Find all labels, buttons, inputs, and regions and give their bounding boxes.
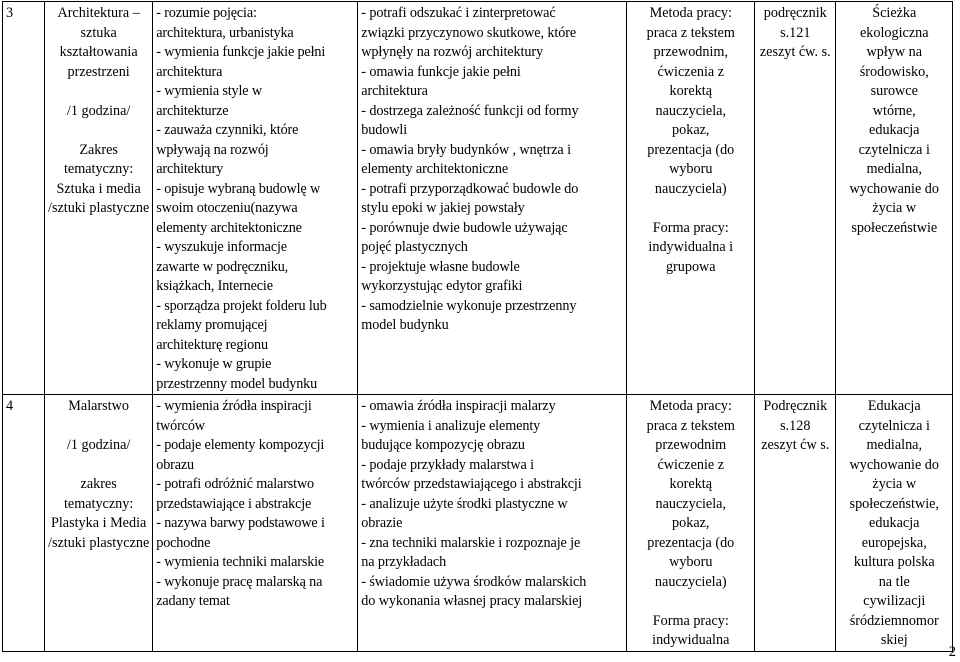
text-line: wykorzystując edytor grafiki bbox=[361, 278, 523, 294]
text-line: architektury bbox=[156, 161, 224, 177]
text-line: architektura, urbanistyka bbox=[156, 24, 294, 41]
text-line: architekturze bbox=[156, 102, 229, 119]
text-line: - świadomie używa środków malarskich bbox=[361, 573, 587, 590]
text-line: - wykonuje w grupie bbox=[156, 356, 272, 372]
text-line: zeszyt ćw s. bbox=[761, 437, 830, 453]
text-line: pokaz, bbox=[672, 515, 710, 531]
text-line: - potrafi odróżnić malarstwo bbox=[156, 476, 314, 492]
text-line: swoim otoczeniu(nazywa bbox=[156, 200, 298, 216]
text-line: społeczeństwie bbox=[851, 219, 938, 236]
text-line: nauczyciela, bbox=[655, 102, 727, 119]
text-line: twórców bbox=[156, 417, 205, 434]
educational-path-cell bbox=[836, 2, 953, 395]
text-line: kultura polska bbox=[853, 554, 935, 570]
text-line: budowli bbox=[361, 122, 408, 138]
text-line: korektą bbox=[669, 83, 713, 99]
text-line: kształtowania bbox=[59, 44, 138, 60]
text-line: architekturę regionu bbox=[156, 336, 268, 353]
educational-path-cell bbox=[836, 395, 953, 652]
text-line: wpłynęły na rozwój architektury bbox=[361, 44, 543, 60]
text-line: czytelnicza i bbox=[858, 417, 930, 434]
text-line: pojęć plastycznych bbox=[361, 239, 468, 255]
text-line bbox=[630, 592, 751, 612]
text-line: zeszyt ćw. s. bbox=[759, 44, 831, 60]
text-line bbox=[48, 121, 149, 141]
text-line: Forma pracy: bbox=[652, 219, 729, 236]
text-line: wychowanie do bbox=[849, 456, 939, 473]
text-line: Architektura – bbox=[57, 5, 140, 21]
text-line: - porównuje dwie budowle używając bbox=[361, 219, 568, 236]
text-line: medialna, bbox=[866, 161, 923, 177]
text-line: - sporządza projekt folderu lub bbox=[156, 297, 327, 314]
text-line: - wymienia i analizuje elementy bbox=[361, 417, 541, 434]
text-line: stylu epoki w jakiej powstały bbox=[361, 200, 525, 216]
text-line: wychowanie do bbox=[849, 180, 939, 197]
text-line: zawarte w podręczniku, bbox=[156, 258, 289, 275]
text-line: Zakres bbox=[79, 141, 118, 158]
text-line: przewodnim, bbox=[653, 44, 728, 60]
row-number: 3 bbox=[3, 2, 45, 395]
text-line: społeczeństwie, bbox=[849, 495, 939, 512]
text-line: podręcznik bbox=[763, 5, 827, 21]
text-line: s.128 bbox=[780, 417, 811, 434]
text-line: obrazu bbox=[156, 456, 194, 473]
text-line: - rozumie pojęcia: bbox=[156, 5, 257, 21]
text-line: tematyczny: bbox=[63, 495, 134, 512]
text-line: nauczyciela) bbox=[654, 180, 727, 197]
page-number: 2 bbox=[948, 644, 956, 660]
text-line: - wymienia źródła inspiracji bbox=[156, 398, 312, 414]
basic-requirements-cell bbox=[153, 2, 358, 395]
text-line: medialna, bbox=[866, 437, 923, 453]
text-line: - dostrzega zależność funkcji od formy bbox=[361, 102, 579, 119]
text-line: Malarstwo bbox=[68, 398, 129, 414]
text-line: nauczyciela) bbox=[654, 573, 727, 590]
text-line: cywilizacji bbox=[863, 593, 926, 609]
text-line: życia w bbox=[872, 476, 917, 492]
text-line: - potrafi odszukać i zinterpretować bbox=[361, 5, 556, 21]
text-line: architektura bbox=[361, 83, 428, 99]
text-line: zadany temat bbox=[156, 593, 230, 609]
text-line: indywidualna bbox=[652, 632, 730, 648]
method-cell bbox=[627, 2, 755, 395]
text-line: związki przyczynowo skutkowe, które bbox=[361, 24, 577, 41]
text-line: - wyszukuje informacje bbox=[156, 239, 287, 255]
text-line: - wymienia funkcje jakie pełni bbox=[156, 44, 326, 60]
topic-cell bbox=[45, 2, 153, 395]
text-line: architektura bbox=[156, 63, 223, 80]
text-line: prezentacja (do bbox=[647, 534, 735, 551]
text-line: - samodzielnie wykonuje przestrzenny bbox=[361, 297, 577, 314]
table-row bbox=[3, 395, 953, 652]
text-line bbox=[48, 456, 149, 476]
text-line: - wykonuje pracę malarską na bbox=[156, 573, 323, 590]
row-number: 4 bbox=[3, 395, 45, 652]
text-line: Ścieżka bbox=[872, 5, 917, 21]
text-line: ekologiczna bbox=[859, 24, 929, 41]
text-line: prezentacja (do bbox=[647, 141, 735, 158]
text-line: sztuka bbox=[80, 24, 117, 41]
text-line: - podaje przykłady malarstwa i bbox=[361, 456, 534, 473]
text-line: ćwiczenie z bbox=[657, 456, 725, 473]
text-line: twórców przedstawiającego i abstrakcji bbox=[361, 476, 582, 492]
extended-requirements-cell bbox=[358, 395, 627, 652]
text-line: reklamy promującej bbox=[156, 317, 268, 333]
text-line: - wymienia techniki malarskie bbox=[156, 554, 325, 570]
text-line: - podaje elementy kompozycji bbox=[156, 437, 325, 453]
text-line: na przykładach bbox=[361, 554, 447, 570]
text-line: Sztuka i media bbox=[56, 180, 141, 197]
text-line: zakres bbox=[80, 476, 117, 492]
text-line: /1 godzina/ bbox=[66, 437, 131, 453]
table-row bbox=[3, 2, 953, 395]
text-line: na tle bbox=[878, 573, 910, 590]
text-line: grupowa bbox=[665, 258, 716, 275]
text-line: - projektuje własne budowle bbox=[361, 258, 520, 275]
text-line: środowisko, bbox=[859, 63, 929, 80]
text-line: przestrzenny model budynku bbox=[156, 375, 318, 392]
text-line: pokaz, bbox=[672, 122, 710, 138]
curriculum-table bbox=[2, 1, 953, 652]
text-line: - zna techniki malarskie i rozpoznaje je bbox=[361, 534, 581, 551]
teaching-aids-cell bbox=[755, 395, 836, 652]
text-line bbox=[48, 82, 149, 102]
text-line: pochodne bbox=[156, 534, 211, 551]
text-line: przestrzeni bbox=[67, 63, 130, 80]
text-line: przedstawiające i abstrakcje bbox=[156, 495, 312, 512]
text-line: życia w bbox=[872, 200, 917, 216]
text-line: czytelnicza i bbox=[858, 141, 930, 158]
text-line: europejska, bbox=[861, 534, 927, 551]
text-line: /1 godzina/ bbox=[66, 102, 131, 119]
text-line: tematyczny: bbox=[63, 161, 134, 177]
text-line: skiej bbox=[880, 632, 908, 648]
text-line: surowce bbox=[870, 83, 918, 99]
text-line: nauczyciela, bbox=[655, 495, 727, 512]
text-line: do wykonania własnej pracy malarskiej bbox=[361, 593, 583, 609]
text-line: - wymienia style w bbox=[156, 83, 262, 99]
text-line: edukacja bbox=[869, 122, 920, 138]
text-line: obrazie bbox=[361, 515, 403, 531]
text-line: - omawia bryły budynków , wnętrza i bbox=[361, 141, 571, 158]
text-line: wpływają na rozwój bbox=[156, 141, 269, 158]
text-line bbox=[48, 417, 149, 437]
text-line: wpływ na bbox=[866, 44, 923, 60]
text-line: praca z tekstem bbox=[646, 24, 735, 41]
text-line: /sztuki plastyczne bbox=[48, 534, 150, 551]
text-line: korektą bbox=[669, 476, 713, 492]
text-line: budujące kompozycję obrazu bbox=[361, 437, 525, 453]
text-line: Metoda pracy: bbox=[649, 398, 732, 414]
text-line: indywidualna i bbox=[648, 239, 734, 255]
text-line: - potrafi przyporządkować budowle do bbox=[361, 180, 579, 197]
topic-cell bbox=[45, 395, 153, 652]
text-line: wyboru bbox=[669, 161, 713, 177]
method-cell bbox=[627, 395, 755, 652]
text-line: Podręcznik bbox=[763, 398, 828, 414]
text-line: s.121 bbox=[780, 24, 811, 41]
text-line: wyboru bbox=[669, 554, 713, 570]
text-line: edukacja bbox=[869, 515, 920, 531]
basic-requirements-cell bbox=[153, 395, 358, 652]
text-line: praca z tekstem bbox=[646, 417, 735, 434]
text-line: przewodnim bbox=[655, 437, 727, 453]
text-line: - zauważa czynniki, które bbox=[156, 122, 299, 138]
text-line bbox=[630, 199, 751, 219]
text-line: ćwiczenia z bbox=[657, 63, 725, 80]
text-line: elementy architektoniczne bbox=[156, 219, 302, 236]
text-line: - omawia źródła inspiracji malarzy bbox=[361, 398, 556, 414]
text-line: - opisuje wybraną budowlę w bbox=[156, 180, 321, 197]
text-line: - nazywa barwy podstawowe i bbox=[156, 515, 325, 531]
text-line: wtórne, bbox=[872, 102, 916, 119]
text-line: - omawia funkcje jakie pełni bbox=[361, 63, 521, 80]
text-line: śródziemnomor bbox=[849, 612, 939, 629]
text-line: Plastyka i Media bbox=[50, 515, 147, 531]
text-line: książkach, Internecie bbox=[156, 278, 273, 294]
text-line: Metoda pracy: bbox=[649, 5, 732, 21]
text-line: elementy architektoniczne bbox=[361, 161, 509, 177]
teaching-aids-cell bbox=[755, 2, 836, 395]
text-line: model budynku bbox=[361, 317, 449, 333]
text-line: Forma pracy: bbox=[652, 612, 729, 629]
extended-requirements-cell bbox=[358, 2, 627, 395]
text-line: Edukacja bbox=[867, 398, 921, 414]
text-line: - analizuje użyte środki plastyczne w bbox=[361, 495, 568, 512]
text-line: /sztuki plastyczne bbox=[48, 200, 150, 216]
